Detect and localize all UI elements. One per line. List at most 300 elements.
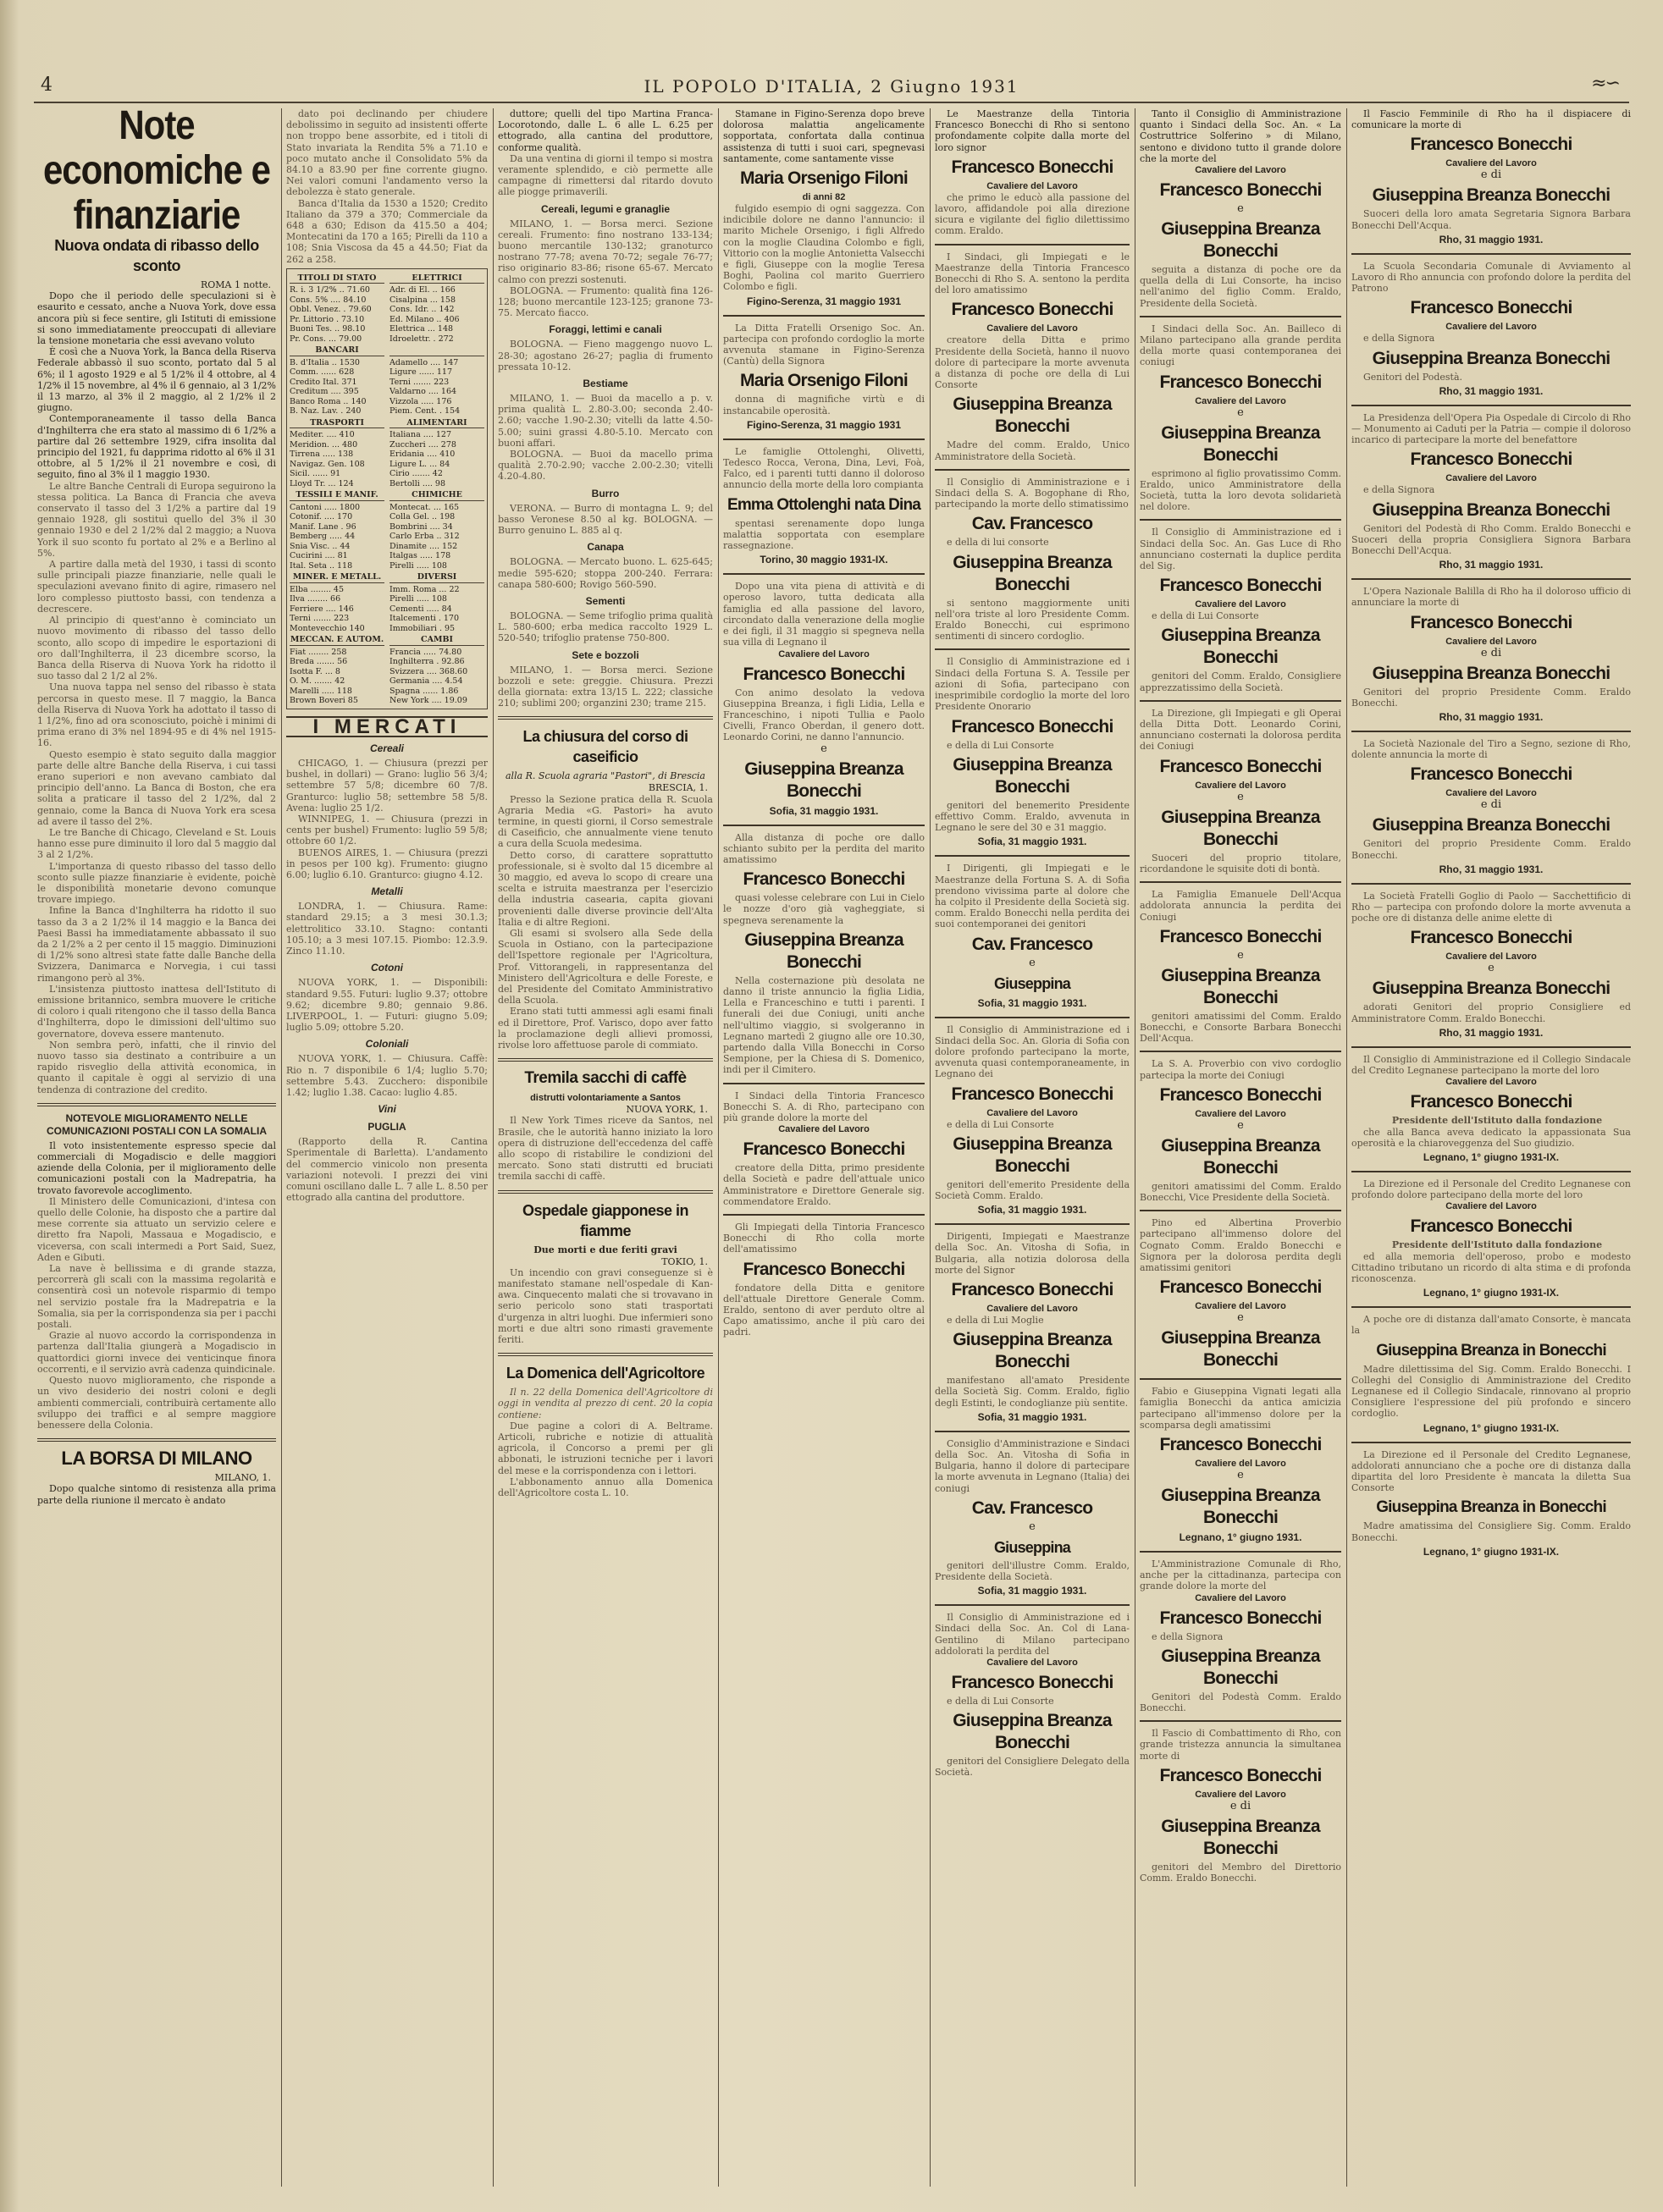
column-7: Il Fascio Femminile di Rho ha il dispiacere di comunicare la morte di Francesco Bonecchi Cavaliere del Lavoro e di Giuseppina Breanza Bonecchi Suoceri della loro amata Segretaria Signora Barbara Bonecchi Dell'Acqua. Rho, 31 maggio 1931. La Scuola Secondaria Comunale di Avviamento al Lavoro di Rho annuncia con profondo dolore la perdita del Patrono Francesco Bonecchi Cavaliere del Lavoro e della Signora Giuseppina Breanza Bonecchi Genitori del Podestà. Rho, 31 maggio 1931. La Presidenza dell'Opera Pia Ospedale di Circolo di Rho — Monumento ai Caduti per la Patria — compie il doloroso incarico di partecipare la morte del benefattore Francesco Bonecchi Cavaliere del Lavoro e della Signora Giuseppina Breanza Bonecchi Genitori del Podestà di Rho Comm. Eraldo Bonecchi e Suoceri della propria Consigliera Signora Barbara Bonecchi Dell'Acqua. Rho, 31 maggio 1931. L'Opera Nazionale Balilla di Rho ha il doloroso ufficio di annunciare la morte di Francesco Bonecchi Cavaliere del Lavoro e di Giuseppina Breanza Bonecchi Genitori del proprio Presidente Comm. Eraldo Bonecchi. Rho, 31 maggio 1931. La Società Nazionale del Tiro a Segno, sezione di Rho, dolente annuncia la morte di Francesco Bonecchi Cavaliere del Lavoro e di Giuseppina Breanza Bonecchi Genitori del proprio Presidente Comm. Eraldo Bonecchi. Rho, 31 maggio 1931. La Società Fratelli Goglio di Paolo — Sacchettificio di Rho — partecipa con profondo dolore la morte avvenuta a poche ore di distanza delle anime elette di Francesco Bonecchi Cavaliere del Lavoro e Giuseppina Breanza Bonecchi adorati Genitori del proprio Consigliere ed Amministratore Comm. Eraldo Bonecchi. Rho, 31 maggio 1931. Il Consiglio di Amministrazione ed il Collegio Sindacale del Credito Legnanese partecipano la morte del loro Cavaliere del Lavoro Francesco Bonecchi Presidente dell'Istituto dalla fondazione che alla Banca aveva dedicato la appassionata Sua operosità e la chiaroveggenza del Suo giudizio. Legnano, 1° giugno 1931-IX. La Direzione ed il Personale del Credito Legnanese con profondo dolore partecipano della morte del loro Cavaliere del Lavoro Francesco Bonecchi Presidente dell'Istituto dalla fondazione ed alla memoria dell'operoso, probo e modesto Cittadino tributano un ricordo di alta stima e di profonda riconoscenza. Legnano, 1° giugno 1931-IX. A poche ore di distanza dall'amato Consorte, è mancata la Giuseppina Breanza in Bonecchi Madre dilettissima del Sig. Comm. Eraldo Bonecchi. I Colleghi del Consiglio di Amministrazione del Credito Legnanese ed il Collegio Sindacale, rinnovano al proprio Consigliere l'espressione del più profondo e sincero cordoglio. Legnano, 1° giugno 1931-IX. La Direzione ed il Personale del Credito Legnanese, addolorati annunciano che a poche ore di distanza dalla dipartita del loro Presidente è mancata la diletta Sua Consorte Giuseppina Breanza in Bonecchi Madre amatissima del Consigliere Sig. Comm. Eraldo Bonecchi. Legnano, 1° giugno 1931-IX. (1351, 108, 1631, 1558)
body-text: si sentono maggiormente uniti nell'ora triste al loro Presidente Comm. Eraldo Bonecchi, cui esprimono sentimenti di sincero cordoglio. (935, 597, 1130, 643)
body-text: Il Consiglio di Amministrazione ed il Collegio Sindacale del Credito Legnanese partecipano la morte del loro (1351, 1053, 1631, 1077)
body-text: VERONA. — Burro di montagna L. 9; del basso Veronese 8.50 al kg. BOLOGNA. — Burro genuino L. 885 al q. (498, 502, 713, 537)
column-6: Tanto il Consiglio di Amministrazione quanto i Sindaci della Soc. An. « La Costruttrice Solferino » di Milano, sentono e dividono tutto il grande dolore che la morte del Cavaliere del Lavoro Francesco Bonecchi e Giuseppina Breanza Bonecchi seguita a distanza di poche ore da quella della di Lui Consorte, ha inciso nell'animo del figlio Comm. Eraldo, Presidente della Società. I Sindaci della Soc. An. Bailleco di Milano partecipano alla grande perdita della morte quasi contemporanea dei coniugi Francesco Bonecchi Cavaliere del Lavoro e Giuseppina Breanza Bonecchi esprimono al figlio provatissimo Comm. Eraldo, unico Amministratore della Società, tutta la loro devota solidarietà nel dolore. Il Consiglio di Amministrazione ed i Sindaci della Soc. An. Gas Luce di Rho annunciano costernati la duplice perdita del Sig. Francesco Bonecchi Cavaliere del Lavoro e della di Lui Consorte Giuseppina Breanza Bonecchi genitori del Comm. Eraldo, Consigliere apprezzatissimo della Società. La Direzione, gli Impiegati e gli Operai della Ditta Dott. Leonardo Corini, annunciano costernati la dolorosa perdita dei Coniugi Francesco Bonecchi Cavaliere del Lavoro e Giuseppina Breanza Bonecchi Suoceri del proprio titolare, ricordandone le squisite doti di bontà. La Famiglia Emanuele Dell'Acqua addolorata annuncia la perdita dei Coniugi Francesco Bonecchi e Giuseppina Breanza Bonecchi genitori amatissimi del Comm. Eraldo Bonecchi, e Consorte Barbara Bonecchi Dell'Acqua. La S. A. Proverbio con vivo cordoglio partecipa la morte dei Coniugi Francesco Bonecchi Cavaliere del Lavoro e Giuseppina Breanza Bonecchi genitori amatissimi del Comm. Eraldo Bonecchi, Vice Presidente della Società. Pino ed Albertina Proverbio partecipano all'immenso dolore del Cognato Comm. Eraldo Bonecchi e Signora per la dolorosa perdita degli amatissimi genitori Francesco Bonecchi Cavaliere del Lavoro e Giuseppina Breanza Bonecchi Fabio e Giuseppina Vignati legati alla famiglia Bonecchi da antica amicizia partecipano all'immenso dolore per la scomparsa degli amatissimi Francesco Bonecchi Cavaliere del Lavoro e Giuseppina Breanza Bonecchi Legnano, 1° giugno 1931. L'Amministrazione Comunale di Rho, anche per la cittadinanza, partecipa con grande dolore la morte del Cavaliere del Lavoro Francesco Bonecchi e della Signora Giuseppina Breanza Bonecchi Genitori del Podestà Comm. Eraldo Bonecchi. Il Fascio di Combattimento di Rho, con grande tristezza annuncia la simultanea morte di Francesco Bonecchi Cavaliere del Lavoro e di Giuseppina Breanza Bonecchi genitori del Membro del Direttorio Comm. Eraldo Bonecchi. (1140, 108, 1341, 1884)
body-text: genitori dell'emerito Presidente della Società Comm. Eraldo. (935, 1178, 1130, 1201)
honorific: Cavaliere del Lavoro (1445, 1077, 1537, 1088)
body-text: Le altre Banche Centrali di Europa seguirono la stessa politica. La Banca di Francia che aveva conservato il tasso del 3 1/2% a partire dal 19 gennaio 1928, gli sostituì quello del 3% il 30 gennaio 1930 e del 2 1/2% dal 2 maggio; a Nuova York il suo sconto fu portato al 2% e a Berlino al 5%. A partire dalla metà del 1930, i tassi di sconto sulle principali piazze finanziarie, nelle quali le speculazioni avevano finito di agire, rimasero nel loro complesso piuttosto bassi, con tendenza a decrescere. Al principio di quest'anno è cominciato un nuovo movimento di ribasso del tasso dello sconto, allo scopo di impedire le esportazioni di oro dall'Inghilterra, il 23 dicembre scorso, la Banca della Riserva di Nuova York ha ridotto il suo tasso dal 2 1/2 al 2%. Una nuova tappa nel senso del ribasso è stata percorsa in questo mese. Il 7 maggio, la Banca della Riserva di Nuova York ha adottato il tasso di 1 1/2%, fino ad ora sconosciuto, poichè i minimi di prima erano di 3% nel 1894-95 e di 4% nel 1915-16. Questo esempio è stato seguito dalla maggior parte delle altre Banche della Riserva, i cui tassi erano superiori e non avevano cambiato dal principio dell'anno. La Banca di Boston, che era solita a praticare il tasso del 2 1/2%, dal 2 gennaio, come la Banca di Nuova York era scesa ad avere il tasso del 2%. Le tre Banche di Chicago, Cleveland e St. Louis hanno esse pure diminuito il loro dal 5 maggio dal 3 al 2 1/2%. L'importanza di questo ribasso del tasso dello sconto sulle piazze finanziarie è evidente, poichè le disponibilità monetarie devono comunque trovare impiego. Infine la Banca d'Inghilterra ha ridotto il suo tasso da 3 a 2 1/2% il 14 maggio e la Banca dei Paesi Bassi ha immediatamente abbassato il suo da 2 1/2% a 2 per cento il 15 maggio. Diminuzioni di 1/2% sono altresì state fatte dalle Banche della Svizzera, Danimarca e Norvegia, i cui tassi rimangono però al 3%. L'insistenza piuttosto inattesa dell'Istituto di emissione britannico, sembra muovere le critiche di coloro i quali ritengono che il tasso della Banca d'Inghilterra, dopo le dimissioni dell'ultimo suo governatore, doveva essere mantenuto. Non sembra però, infatti, che il rinvio del nuovo tasso sia destinato a contribuire a un rapido risveglio della attività economica, in quanto il capitale è oggi al servizio di una tendenza di contrazione del credito. (37, 480, 276, 1095)
body-text: genitori del Membro del Direttorio Comm. Eraldo Bonecchi. (1140, 1861, 1341, 1884)
body-text: LONDRA, 1. — Chiusura. Rame: standard 29.15; a 3 mesi 30.1.3; elettrolitico 33.10. Stagno: contanti 105.10; a 3 mesi 107.15. Piombo: 12.3.9. Zinco 11.10. (286, 901, 488, 957)
obituary-place-date: Legnano, 1° giugno 1931-IX. (1423, 1150, 1560, 1163)
deceased-name: Francesco Bonecchi (1159, 1608, 1322, 1628)
obituary-separator (1351, 1442, 1631, 1443)
obituary-separator (935, 1223, 1130, 1225)
body-text: Con animo desolato la vedova Giuseppina Breanza, i figli Lidia, Lella e Franceschino, i nipoti Tullia e Paolo Civelli, Franco Oberdan, il genero dott. Leonardo Corini, ne danno l'annuncio. (723, 687, 925, 743)
column-rule (1346, 108, 1347, 2187)
honorific: Cavaliere del Lavoro (1195, 1301, 1286, 1312)
obituary-separator (935, 244, 1130, 245)
body-text: e della di Lui Consorte (947, 1118, 1054, 1130)
obituary-separator (1140, 519, 1341, 521)
obituary-place-date: Rho, 31 maggio 1931. (1439, 863, 1544, 875)
section-separator (37, 1438, 276, 1442)
body-text: La Direzione ed il Personale del Credito Legnanese con profondo dolore partecipano della morte del loro (1351, 1178, 1631, 1201)
honorific: Cavaliere del Lavoro (1195, 780, 1286, 791)
stock-rows: Fiat ........ 258 Breda ....... 56 Isotta F. ... 8 O. M. ....... 42 Marelli ..... 118 Brown Boveri 85 (290, 647, 358, 706)
body-text: La Scuola Secondaria Comunale di Avviamento al Lavoro di Rho annuncia con profondo dolore la perdita del Patrono (1351, 260, 1631, 295)
honorific: Cavaliere del Lavoro (986, 1107, 1078, 1118)
ornament-icon: ≈∽ (1591, 73, 1619, 94)
deceased-name: Francesco Bonecchi (1159, 926, 1322, 946)
body-text: Genitori del Podestà di Rho Comm. Eraldo Bonecchi e Suoceri della propria Consigliera Signora Barbara Bonecchi Dell'Acqua. (1351, 522, 1631, 557)
body-text: Il Consiglio di Amministrazione ed i Sindaci della Soc. An. Gas Luce di Rho annunciano costernati la duplice perdita del Sig. (1140, 527, 1341, 572)
body-text: Il Consiglio di Amministrazione ed i Sindaci della Soc. An. Gloria di Sofia con dolore profondo partecipano la morte, avvenuta quasi contemporaneamente, in Legnano dei (935, 1023, 1130, 1080)
body-text: I Sindaci, gli Impiegati e le Maestranze della Tintoria Francesco Bonecchi di Rho S. A. sentono la perdita del loro amatissimo (935, 251, 1130, 296)
stock-table-header: DIVERSI (390, 572, 484, 583)
deceased-name: Francesco Bonecchi (1159, 756, 1322, 776)
body-text: NUOVA YORK, 1. — Chiusura. Caffè: Rio n. 7 disponibile 6 1/4; luglio 5.70; settembre 5.43. Zucchero: disponibile 1.42; luglio 1.38. Cacao: luglio 4.85. (286, 1053, 488, 1098)
deceased-name: Giuseppina Breanza Bonecchi (1161, 1328, 1320, 1371)
deceased-name: Giuseppina Breanza Bonecchi (953, 1330, 1112, 1372)
subsection-title: Cereali (369, 742, 405, 755)
body-text: BOLOGNA. — Fieno maggengo nuovo L. 28-30; agostano 26-27; paglia di frumento pressata 10-12. (498, 339, 713, 372)
honorific: Cavaliere del Lavoro (1195, 1108, 1286, 1119)
deceased-name: Giuseppina Breanza in Bonecchi (1376, 1498, 1606, 1517)
article-title: La Domenica dell'Agricoltore (506, 1365, 705, 1382)
obituary-separator (935, 648, 1130, 650)
body-text: Le famiglie Ottolenghi, Olivetti, Tedesco Rocca, Verona, Dina, Levi, Foà, Falco, ed i parenti tutti danno il doloroso annuncio della morte della loro compianta (723, 445, 925, 491)
subsection-title: Metalli (371, 885, 403, 898)
deceased-name: Francesco Bonecchi (951, 157, 1113, 177)
deceased-name: Francesco Bonecchi (743, 664, 905, 684)
stock-table-header: MECCAN. E AUTOM. (290, 635, 384, 645)
stock-table-header: CHIMICHE (390, 490, 484, 501)
deceased-name: Giuseppina Breanza Bonecchi (953, 552, 1112, 594)
body-text: donna di magnifiche virtù e di instancabile operosità. (723, 394, 925, 416)
deceased-name: Cav. Francesco (971, 1498, 1093, 1518)
subsection-title: Cotoni (371, 962, 403, 974)
subsection-title: Bestiame (583, 378, 628, 390)
article-paragraph: È così che a Nuova York, la Banca della Riserva Federale abbassò il suo sconto, portato dal 5 al 6%; il 1 agosto 1929 e al 5 1/2% il 4 ottobre, al 4 1/2% il 15 novembre, al 4% il 6 gennaio, al 3 1/2% il 13 marzo, al 3% il 2 maggio, al 2 1/2% il 2 giugno. (37, 346, 276, 414)
subsection-title: PUGLIA (367, 1121, 406, 1134)
deceased-name: Francesco Bonecchi (1410, 1092, 1572, 1112)
article-title: NOTEVOLE MIGLIORAMENTO NELLE COMUNICAZIONI POSTALI CON LA SOMALIA (47, 1112, 267, 1137)
obituary-separator (723, 1083, 925, 1084)
deceased-name: Francesco Bonecchi (1410, 135, 1572, 155)
section-title: Note economiche e finanziarie (42, 108, 271, 238)
obituary-separator (1140, 316, 1341, 317)
subsection-title: Canapa (587, 541, 624, 554)
deceased-name: Francesco Bonecchi (743, 1139, 905, 1160)
obituary-separator (1140, 700, 1341, 702)
body-text: e della di Lui Consorte (947, 1696, 1054, 1707)
body-text: Un incendio con gravi conseguenze si è manifestato stamane nell'ospedale di Kan-awa. Cinquecento malati che si trovavano in serio pericolo sono stati trasportati d'urgenza in altri luoghi. Due infermieri sono morti e due altri sono rimasti gravemente feriti. (498, 1266, 713, 1346)
body-text: e della Signora (1152, 1630, 1224, 1642)
article-paragraph: Dopo che il periodo delle speculazioni si è esaurito e cessato, anche a Nuova York, dove essa ancora più si fece sentire, gli Istituti di emissione si sono immediatamente preoccupati di alleviare la tensione monetaria che essi avevano voluto (37, 290, 276, 347)
deceased-name: Giuseppina (993, 1538, 1071, 1556)
obituary-separator (1351, 731, 1631, 732)
obituary-separator (1140, 881, 1341, 883)
deceased-name: Giuseppina Breanza Bonecchi (1372, 815, 1611, 836)
deceased-name: Giuseppina Breanza Bonecchi (1161, 1485, 1320, 1527)
obituary-place-date: Sofia, 31 maggio 1931. (977, 1204, 1087, 1216)
column-rule (718, 108, 719, 2187)
body-text: genitori del Comm. Eraldo, Consigliere apprezzatissimo della Società. (1140, 670, 1341, 693)
section-separator (498, 1058, 713, 1062)
stock-table-header: BANCARI (290, 345, 384, 356)
page-header (34, 73, 1629, 103)
deceased-name: Giuseppina Breanza Bonecchi (744, 758, 903, 801)
deceased-name: Giuseppina Breanza Bonecchi (1161, 1646, 1320, 1688)
body-text: e della Signora (1363, 484, 1435, 496)
body-text: Genitori del proprio Presidente Comm. Eraldo Bonecchi. (1351, 686, 1631, 709)
subsection-title: Cereali, legumi e granaglie (540, 202, 671, 215)
article-paragraph: Contemporaneamente il tasso della Banca d'Inghilterra che era stato al massimo di 6 1/2% a partire dal 26 settembre 1929, cifra insolita dal principio del 1921, fu dapprima ridotto al 6% il 31 ottobre, al 5 1/2% il 21 novembre e così, di seguito, fino al 3% il 1 maggio 1930. (37, 413, 276, 481)
obituary-place-date: Figino-Serenza, 31 maggio 1931 (746, 418, 902, 431)
obituary-separator (935, 1604, 1130, 1606)
body-text: e della di lui consorte (947, 537, 1049, 549)
deceased-name: Francesco Bonecchi (951, 300, 1113, 320)
body-text: A poche ore di distanza dall'amato Consorte, è mancata la (1351, 1314, 1631, 1337)
stock-rows: B. d'Italia .. 1530 Comm. ...... 628 Credito Ital. 371 Creditum .... 395 Banco Roma .. 140 B. Naz. Lav. . 240 (290, 357, 367, 416)
body-text: genitori del Consigliere Delegato della Società. (935, 1756, 1130, 1779)
column-rule (493, 108, 494, 2187)
honorific: Cavaliere del Lavoro (986, 323, 1078, 334)
obituary-separator (1140, 1378, 1341, 1380)
stock-rows: Imm. Roma ... 22 Pirelli ..... 108 Cementi ..... 84 Italcementi . 170 Immobiliari . 95 (390, 584, 460, 633)
body-text: Gli Impiegati della Tintoria Francesco Bonecchi di Rho colla morte dell'amatissimo (723, 1221, 925, 1255)
body-text: Pino ed Albertina Proverbio partecipano all'immenso dolore del Cognato Comm. Eraldo Bonecchi e Signora per la dolorosa perdita degli amatissimi genitori (1140, 1217, 1341, 1273)
subsection-title: Coloniali (365, 1038, 409, 1051)
obituary-place-date: Rho, 31 maggio 1931. (1439, 559, 1544, 571)
body-text: BOLOGNA. — Seme trifoglio prima qualità L. 580-600; erba medica raccolto 1929 L. 520-540; trifoglio pratense 750-800. (498, 610, 713, 644)
honorific: Cavaliere del Lavoro (986, 1658, 1078, 1669)
deceased-name: Francesco Bonecchi (743, 869, 905, 890)
obituary-separator (1351, 883, 1631, 885)
stock-rows: Adamello .... 147 Ligure ...... 117 Terni ....... 223 Valdarno .... 164 Vizzola ..... 176 Piem. Cent. . 154 (390, 357, 461, 416)
article-title: Nuova ondata di ribasso dello sconto (54, 237, 259, 274)
obituary-place-date: Rho, 31 maggio 1931. (1439, 711, 1544, 724)
article-title: La chiusura del corso di caseificio (522, 728, 688, 766)
body-text: La Società Fratelli Goglio di Paolo — Sacchettificio di Rho — partecipa con profondo dolore la morte avvenuta a poche ore di distanza delle anime elette di (1351, 890, 1631, 924)
obituary-separator (723, 439, 925, 440)
stock-rows: Cantoni ..... 1800 Cotonif. .... 170 Manif. Lane . 96 Bemberg ..... 44 Snia Visc. .. 44 Cucirini .... 81 Ital. Seta .. 118 (290, 502, 361, 571)
subsection-title: Sete e bozzoli (572, 648, 639, 661)
section-separator (498, 716, 713, 720)
body-text: creatore della Ditta, primo presidente della Società e padre dell'attuale unico Amministratore e Direttore Generale sig. commendatore Eraldo. (723, 1162, 925, 1207)
stock-rows: Francia ..... 74.80 Inghilterra . 92.86 Svizzera .... 368.60 Germania .... 4.54 Spagna ...... 1.86 New York .... 19.09 (390, 647, 468, 706)
deceased-name: Giuseppina Breanza in Bonecchi (1376, 1341, 1606, 1360)
honorific: Cavaliere del Lavoro (1445, 636, 1537, 647)
body-text: La Direzione ed il Personale del Credito Legnanese, addolorati annunciano che a poche ore di distanza dalla dipartita del loro Presidente è mancata la diletta Sua Consorte (1351, 1448, 1631, 1494)
honorific: Cavaliere del Lavoro (1195, 1458, 1286, 1469)
body-text: e della di Lui Consorte (947, 739, 1054, 751)
honorific: Cavaliere del Lavoro (986, 1303, 1078, 1314)
obituary-place-date: Rho, 31 maggio 1931. (1439, 233, 1544, 245)
deceased-name: Giuseppina Breanza Bonecchi (1161, 219, 1320, 262)
honorific: Cavaliere del Lavoro (986, 180, 1078, 191)
honorific: Cavaliere del Lavoro (1445, 952, 1537, 963)
body-text: e della Signora (1363, 333, 1435, 345)
body-text: Genitori del Podestà Comm. Eraldo Bonecchi. (1140, 1691, 1341, 1713)
deceased-name: Francesco Bonecchi (1410, 298, 1572, 318)
honorific: Cavaliere del Lavoro (778, 1124, 870, 1135)
stock-rows: Elba ........ 45 Ilva ........ 66 Ferriere .... 146 Terni ....... 223 Montevecchio 140 (290, 584, 365, 633)
obituary-place-date: Rho, 31 maggio 1931. (1439, 384, 1544, 397)
article-paragraph: Dopo qualche sintomo di resistenza alla prima parte della riunione il mercato è andato (37, 1483, 276, 1506)
body-text: Dirigenti, Impiegati e Maestranze della Soc. An. Vitosha di Sofia, in Bulgaria, alla notizia dolorosa della morte del Signor (935, 1231, 1130, 1276)
deceased-age: di anni 82 (802, 192, 846, 203)
deceased-name: Maria Orsenigo Filoni (740, 371, 908, 391)
body-text: I Sindaci della Soc. An. Bailleco di Milano partecipano alla grande perdita della morte quasi contemporanea dei coniugi (1140, 323, 1341, 368)
deceased-name: Giuseppina (993, 974, 1071, 992)
honorific: Cavaliere del Lavoro (1445, 158, 1537, 169)
deceased-name: Francesco Bonecchi (1159, 1084, 1322, 1105)
body-text: Il Consiglio di Amministrazione ed i Sindaci della Fortuna S. A. Tessile per azioni di Sofia, partecipano con inesprimibile cordoglio la morte del loro Presidente Onorario (935, 656, 1130, 713)
obituary-separator (1351, 1306, 1631, 1308)
body-text: adorati Genitori del proprio Consigliere ed Amministratore Comm. Eraldo Bonecchi. (1351, 1001, 1631, 1024)
stock-rows: Italiana .... 127 Zuccheri .... 278 Eridania .... 410 Ligure L. ... 84 Cirio ....... 42 Bertolli .... 98 (390, 430, 456, 488)
obituary-separator (1351, 253, 1631, 255)
body-text: (Rapporto della R. Cantina Sperimentale di Barletta). L'andamento del commercio vinicolo non presenta variazioni notevoli. I prezzi dei vini comuni oscillano dalle L. 7 alle L. 8.50 per ettogrado alla cantina del produttore. (286, 1136, 488, 1204)
deceased-name: Giuseppina Breanza Bonecchi (1372, 979, 1611, 999)
stock-table-header: TRASPORTI (290, 418, 384, 429)
column-rule (930, 108, 931, 2187)
body-text: genitori amatissimi del Comm. Eraldo Bonecchi, e Consorte Barbara Bonecchi Dell'Acqua. (1140, 1010, 1341, 1045)
dateline: NUOVA YORK, 1. (626, 1104, 708, 1116)
deceased-name: Maria Orsenigo Filoni (740, 168, 908, 189)
obituary-text: Stamane in Figino-Serenza dopo breve dolorosa malattia angelicamente sopportata, confortata dalla continua assistenza di tutti i suoi cari, spegnevasi santamente, come santamente visse (723, 108, 925, 164)
obituary-separator (935, 1017, 1130, 1018)
deceased-name: Francesco Bonecchi (1410, 1216, 1572, 1237)
subsection-title: Vini (378, 1103, 396, 1116)
deceased-name: Francesco Bonecchi (1410, 450, 1572, 470)
article-paragraph: duttore; quelli del tipo Martina Franca-Locorotondo, dalle L. 6 alle L. 6.25 per ettogrado, alla cantina del produttore, conforme qualità. (498, 108, 713, 153)
honorific: Cavaliere del Lavoro (1195, 599, 1286, 610)
obituary-place-date: Sofia, 31 maggio 1931. (977, 996, 1087, 1009)
body-text: creatore della Ditta e primo Presidente della Società, hanno il nuovo dolore di partecipare la morte avvenuta a distanza di poche ore della di Lui Consorte (935, 334, 1130, 391)
deceased-name: Giuseppina Breanza Bonecchi (953, 1134, 1112, 1176)
deceased-name: Giuseppina Breanza Bonecchi (953, 754, 1112, 797)
body-text: Il Consiglio di Amministrazione ed i Sindaci della Soc. An. Col di Lana-Gentilino di Milano partecipano addolorati la perdita del (935, 1612, 1130, 1657)
obituary-text: Tanto il Consiglio di Amministrazione quanto i Sindaci della Soc. An. « La Costruttrice Solferino » di Milano, sentono e dividono tutto il grande dolore che la morte del (1140, 108, 1341, 164)
obituary-separator (1351, 1171, 1631, 1172)
body-text: Il Consiglio di Amministrazione e i Sindaci della S. A. Bogophane di Rho, partecipando la morte dello stimatissimo (935, 476, 1130, 510)
stock-table-header: ELETTRICI (390, 273, 484, 284)
body-text: spentasi serenamente dopo lunga malattia sopportata con esemplare rassegnazione. (723, 517, 925, 552)
obituary-separator (1351, 578, 1631, 580)
body-text: NUOVA YORK, 1. — Disponibili: standard 9.55. Futuri: luglio 9.37; ottobre 9.62; dicembre 9.80; gennaio 9.86. LIVERPOOL, 1. — Futuri: giugno 5.09; luglio 5.09; ottobre 5.20. (286, 977, 488, 1034)
column-4: Stamane in Figino-Serenza dopo breve dolorosa malattia angelicamente sopportata, confortata dalla continua assistenza di tutti i suoi cari, spegnevasi santamente, come santamente visse Maria Orsenigo Filoni di anni 82 fulgido esempio di ogni saggezza. Con indicibile dolore ne danno l'annuncio: il marito Michele Orsenigo, i figli Alfredo con la moglie Claudina Colombo e figli, Vittorio con la moglie Antonietta Valsecchi e figli, Giuseppe con la moglie Teresa Boghi, Paolina col marito Guerriero Colombo e figli. Figino-Serenza, 31 maggio 1931 La Ditta Fratelli Orsenigo Soc. An. partecipa con profondo cordoglio la morte avvenuta stamane in Figino-Serenza (Cantù) della Signora Maria Orsenigo Filoni donna di magnifiche virtù e di instancabile operosità. Figino-Serenza, 31 maggio 1931 Le famiglie Ottolenghi, Olivetti, Tedesco Rocca, Verona, Dina, Levi, Foà, Falco, ed i parenti tutti danno il doloroso annuncio della morte della loro compianta Emma Ottolenghi nata Dina spentasi serenamente dopo lunga malattia sopportata con esemplare rassegnazione. Torino, 30 maggio 1931-IX. Dopo una vita piena di attività e di operoso lavoro, tutta dedicata alla famiglia ed alla passione del lavoro, circondato dalla venerazione della moglie e dei figli, il 31 maggio si spegneva nella sua villa di Legnano il Cavaliere del Lavoro Francesco Bonecchi Con animo desolato la vedova Giuseppina Breanza, i figli Lidia, Lella e Franceschino, i nipoti Tullia e Paolo Civelli, Franco Oberdan, il genero dott. Leonardo Corini, ne danno l'annuncio. e Giuseppina Breanza Bonecchi Sofia, 31 maggio 1931. Alla distanza di poche ore dallo schianto subito per la perdita del marito amatissimo Francesco Bonecchi quasi volesse celebrare con Lui in Cielo le nozze d'oro già vagheggiate, si spegneva serenamente la Giuseppina Breanza Bonecchi Nella costernazione più desolata ne danno il triste annuncio la figlia Lidia, Lella e Franceschino e tutti i parenti. I funerali dei due Coniugi, uniti anche nell'ultimo viaggio, si svolgeranno in Legnano martedì 2 giugno alle ore 10.30, partendo dalla Villa Bonecchi in Corso Sempione, per la Chiesa di S. Domenico, indi per il Cimitero. I Sindaci della Tintoria Francesco Bonecchi S. A. di Rho, partecipano con più grande dolore la morte del Cavaliere del Lavoro Francesco Bonecchi creatore della Ditta, primo presidente della Società e padre dell'attuale unico Amministratore e Direttore Generale sig. commendatore Eraldo. Gli Impiegati della Tintoria Francesco Bonecchi di Rho colla morte dell'amatissimo Francesco Bonecchi fondatore della Ditta e genitore dell'attuale Direttore Generale Comm. Eraldo, sentono di aver perduto oltre al Capo amatissimo, anche il più caro dei padri. (723, 108, 925, 1338)
body-text: L'Amministrazione Comunale di Rho, anche per la cittadinanza, partecipa con grande dolore la morte del (1140, 1558, 1341, 1592)
obituary-separator (1140, 1210, 1341, 1211)
body-text: genitori dell'illustre Comm. Eraldo, Presidente della Società. (935, 1559, 1130, 1582)
body-text: La Ditta Fratelli Orsenigo Soc. An. partecipa con profondo cordoglio la morte avvenuta stamane in Figino-Serenza (Cantù) della Signora (723, 322, 925, 367)
deceased-name: Francesco Bonecchi (1410, 928, 1572, 948)
column-rule (281, 108, 282, 2187)
dateline: ROMA 1 notte. (200, 279, 271, 290)
body-text: Consiglio d'Amministrazione e Sindaci della Soc. An. Vitosha di Sofia in Bulgaria, hanno il dolore di partecipare la morte avvenuta in Legnano (Italia) dei coniugi (935, 1437, 1130, 1494)
body-text: Genitori del proprio Presidente Comm. Eraldo Bonecchi. (1351, 838, 1631, 861)
body-text: Alla distanza di poche ore dallo schianto subito per la perdita del marito amatissimo (723, 831, 925, 865)
body-text: Madre dilettissima del Sig. Comm. Eraldo Bonecchi. I Colleghi del Consiglio di Amministrazione del Credito Legnanese ed il Collegio Sindacale, rinnovano al proprio Consigliere l'espressione del più profondo e sincero cordoglio. (1351, 1363, 1631, 1420)
obituary-place-date: Legnano, 1° giugno 1931. (1179, 1531, 1302, 1543)
honorific: Cavaliere del Lavoro (1445, 473, 1537, 484)
body-text: La Società Nazionale del Tiro a Segno, sezione di Rho, dolente annuncia la morte di (1351, 738, 1631, 761)
honorific: Cavaliere del Lavoro (1195, 165, 1286, 176)
stock-rows: Adr. di El. .. 166 Cisalpina ... 158 Cons. Idr. .. 142 Ed. Milano .. 406 Elettrica ... 148 Idroelettr. . 272 (390, 285, 460, 344)
body-text: seguita a distanza di poche ore da quella della di Lui Consorte, ha inciso nell'animo del figlio Comm. Eraldo, Presidente della Società. (1140, 264, 1341, 309)
page-folio: 4 (41, 74, 52, 96)
body-text: L'Opera Nazionale Balilla di Rho ha il doloroso ufficio di annunciare la morte di (1351, 586, 1631, 609)
dateline: MILANO, 1. (214, 1472, 271, 1484)
subsection-title: Foraggi, lettimi e canali (549, 323, 662, 336)
obituary-text: Le Maestranze della Tintoria Francesco Bonecchi di Rho si sentono profondamente colpite dalla morte del loro signor (935, 108, 1130, 153)
deceased-name: Giuseppina Breanza Bonecchi (1161, 1135, 1320, 1178)
obituary-separator (1140, 1551, 1341, 1553)
honorific: Cavaliere del Lavoro (1195, 1592, 1286, 1603)
body-text: La Famiglia Emanuele Dell'Acqua addolorata annuncia la perdita dei Coniugi (1140, 889, 1341, 923)
body-text: Presso la Sezione pratica della R. Scuola Agraria Media «G. Pastori» ha avuto termine, in questi giorni, il Corso semestrale di Caseificio, che annualmente viene tenuto a cura della Scuola medesima. Detto corso, di carattere soprattutto professionale, si è svolto dal 15 dicembre al 30 maggio, ed aveva lo scopo di creare una scelta e istruita maestranza per l'esercizio della industria casearia, capita giovani provenienti dalle diverse provincie dell'Alta Italia e di altre Regioni. Gli esami si svolsero alla Sede della Scuola in Ostiano, con la partecipazione dell'Ispettore regionale per l'Agricoltura, Prof. Vittorangeli, in rappresentanza del Ministero dell'Agricoltura e delle Foreste, e del Presidente del Comitato Amministrativo della Scuola. Erano stati tutti ammessi agli esami finali ed il Direttore, Prof. Varisco, dopo aver fatto la proclamazione degli allievi promossi, rivolse loro affettuose parole di commiato. (498, 793, 713, 1051)
article-subtitle: alla R. Scuola agraria "Pastori", di Brescia (506, 770, 705, 782)
deceased-name: Giuseppina Breanza Bonecchi (1161, 807, 1320, 849)
body-text: La Direzione, gli Impiegati e gli Operai della Ditta Dott. Leonardo Corini, annunciano costernati la dolorosa perdita dei Coniugi (1140, 707, 1341, 753)
column-3 (498, 108, 713, 2188)
deceased-name: Francesco Bonecchi (951, 1673, 1113, 1693)
honorific: Cavaliere del Lavoro (1195, 395, 1286, 406)
deceased-name: Francesco Bonecchi (1159, 180, 1322, 201)
deceased-name: Francesco Bonecchi (1159, 1765, 1322, 1785)
body-text: Madre amatissima del Consigliere Sig. Comm. Eraldo Bonecchi. (1351, 1520, 1631, 1543)
column-5: Le Maestranze della Tintoria Francesco Bonecchi di Rho si sentono profondamente colpite dalla morte del loro signor Francesco Bonecchi Cavaliere del Lavoro che primo le educò alla passione del lavoro, affidandole poi alla direzione sicura e vigilante del figlio dilettissimo comm. Eraldo. I Sindaci, gli Impiegati e le Maestranze della Tintoria Francesco Bonecchi di Rho S. A. sentono la perdita del loro amatissimo Francesco Bonecchi Cavaliere del Lavoro creatore della Ditta e primo Presidente della Società, hanno il nuovo dolore di partecipare la morte avvenuta a distanza di poche ore della di Lui Consorte Giuseppina Breanza Bonecchi Madre del comm. Eraldo, Unico Amministratore della Società. Il Consiglio di Amministrazione e i Sindaci della S. A. Bogophane di Rho, partecipando la morte dello stimatissimo Cav. Francesco e della di lui consorte Giuseppina Breanza Bonecchi si sentono maggiormente uniti nell'ora triste al loro Presidente Comm. Eraldo Bonecchi, cui esprimono sentimenti di sincero cordoglio. Il Consiglio di Amministrazione ed i Sindaci della Fortuna S. A. Tessile per azioni di Sofia, partecipano con inesprimibile cordoglio la morte del loro Presidente Onorario Francesco Bonecchi e della di Lui Consorte Giuseppina Breanza Bonecchi genitori del benemerito Presidente effettivo Comm. Eraldo, avvenuta in Legnano le sere del 30 e 31 maggio. Sofia, 31 maggio 1931. I Dirigenti, gli Impiegati e le Maestranze della Fortuna S. A. di Sofia prendono vivissima parte al dolore che ha colpito il Presidente della Società sig. comm. Eraldo Bonecchi nella perdita dei suoi contemporanei dei genitori Cav. Francesco e Giuseppina Sofia, 31 maggio 1931. Il Consiglio di Amministrazione ed i Sindaci della Soc. An. Gloria di Sofia con dolore profondo partecipano la morte, avvenuta quasi contemporaneamente, in Legnano dei Francesco Bonecchi Cavaliere del Lavoro e della di Lui Consorte Giuseppina Breanza Bonecchi genitori dell'emerito Presidente della Società Comm. Eraldo. Sofia, 31 maggio 1931. Dirigenti, Impiegati e Maestranze della Soc. An. Vitosha di Sofia, in Bulgaria, alla notizia dolorosa della morte del Signor Francesco Bonecchi Cavaliere del Lavoro e della di Lui Moglie Giuseppina Breanza Bonecchi manifestano all'amato Presidente della Società Sig. Comm. Eraldo, figlio degli Estinti, le condoglianze più sentite. Sofia, 31 maggio 1931. Consiglio d'Amministrazione e Sindaci della Soc. An. Vitosha di Sofia in Bulgaria, hanno il dolore di partecipare la morte avvenuta in Legnano (Italia) dei coniugi Cav. Francesco e Giuseppina genitori dell'illustre Comm. Eraldo, Presidente della Società. Sofia, 31 maggio 1931. Il Consiglio di Amministrazione ed i Sindaci della Soc. An. Col di Lana-Gentilino di Milano partecipano addolorati la perdita del Cavaliere del Lavoro Francesco Bonecchi e della di Lui Consorte Giuseppina Breanza Bonecchi genitori del Consigliere Delegato della Società. (935, 108, 1130, 1779)
body-text: I Sindaci della Tintoria Francesco Bonecchi S. A. di Rho, partecipano con più grande dolore la morte del (723, 1089, 925, 1123)
body-text: Dopo una vita piena di attività e di operoso lavoro, tutta dedicata alla famiglia ed alla passione del lavoro, circondato dalla venerazione della moglie e dei figli, il 31 maggio si spegneva nella sua villa di Legnano il (723, 581, 925, 648)
section-separator (37, 1103, 276, 1106)
deceased-name: Francesco Bonecchi (1159, 576, 1322, 596)
deceased-name: Giuseppina Breanza Bonecchi (744, 929, 903, 972)
section-title: I MERCATI (286, 716, 488, 737)
honorific: Cavaliere del Lavoro (778, 648, 870, 659)
deceased-name: Giuseppina Breanza Bonecchi (1372, 185, 1611, 206)
body-text: MILANO, 1. — Borsa merci. Sezione bozzoli e sete: greggie. Chiusura. Prezzi della giornata: extra 13/15 L. 222; classiche 210; sublimi 200; organzini 230; trame 215. (498, 664, 713, 709)
stock-table (286, 268, 488, 709)
obituary-separator (1140, 1051, 1341, 1052)
body-text: Genitori del Podestà. (1363, 371, 1463, 383)
deceased-name: Francesco Bonecchi (951, 1084, 1113, 1104)
deceased-name: Giuseppina Breanza Bonecchi (1161, 626, 1320, 668)
obituary-separator (935, 469, 1130, 471)
body-text: Nella costernazione più desolata ne danno il triste annuncio la figlia Lidia, Lella e Franceschino e tutti i parenti. I funerali dei due Coniugi, uniti anche nell'ultimo viaggio, si svolgeranno in Legnano martedì 2 giugno alle ore 10.30, partendo dalla Villa Bonecchi in Corso Sempione, per la Chiesa di S. Domenico, indi per il Cimitero. (723, 974, 925, 1076)
article-subtitle: distrutti volontariamente a Santos (530, 1093, 681, 1104)
honorific: Cavaliere del Lavoro (1445, 322, 1537, 333)
dateline: BRESCIA, 1. (648, 782, 708, 794)
body-text: dato poi declinando per chiudere debolissimo in seguito ad insistenti offerte non troppo bene assorbite, ed i titoli di Stato invariata la Rendita 5% a 71.10 e poco mutato anche il Consolidato 5% da 84.10 a 83.90 per fine corrente giugno. Nei valori comuni l'andamento verso la debolezza è stato generale. Banca d'Italia da 1530 a 1520; Credito Italiano da 379 a 370; Commerciale da 648 a 630; Edison da 415.50 a 404; Montecatini da 170 a 165; Pirelli da 110 a 108; Snia Viscosa da 45 a 44.50; Fiat da 262 a 258. (286, 108, 488, 265)
obituary-separator (1140, 1720, 1341, 1722)
body-text: BOLOGNA. — Mercato buono. L. 625-645; medie 595-620; stoppa 200-240. Ferrara: canapa 580-600; Rovigo 560-590. (498, 556, 713, 590)
obituary-place-date: Sofia, 31 maggio 1931. (769, 804, 879, 817)
stock-table-header: ALIMENTARI (390, 418, 484, 429)
column-2 (286, 108, 488, 2188)
obituary-place-date: Sofia, 31 maggio 1931. (977, 1410, 1087, 1423)
body-text: Presidente dell'Istituto dalla fondazione ed alla memoria dell'operoso, probo e modesto Cittadino tributano un ricordo di alta stima e di profonda riconoscenza. (1351, 1239, 1631, 1284)
deceased-name: Giuseppina Breanza Bonecchi (1161, 965, 1320, 1007)
deceased-name: Giuseppina Breanza Bonecchi (1372, 663, 1611, 683)
body-text: Presidente dell'Istituto dalla fondazione che alla Banca aveva dedicato la appassionata Sua operosità e la chiaroveggenza del Suo giudizio. (1351, 1115, 1631, 1149)
deceased-name: Giuseppina Breanza Bonecchi (1161, 422, 1320, 465)
obituary-place-date: Legnano, 1° giugno 1931-IX. (1423, 1545, 1560, 1558)
deceased-name: Francesco Bonecchi (1410, 612, 1572, 632)
deceased-name: Francesco Bonecchi (951, 716, 1113, 736)
body-text: e della di Lui Moglie (947, 1314, 1044, 1326)
body-text: Fabio e Giuseppina Vignati legati alla famiglia Bonecchi da antica amicizia partecipano all'immenso dolore per la scomparsa degli amatissimi (1140, 1386, 1341, 1431)
obituary-separator (723, 1214, 925, 1216)
stock-table-header: CAMBI (390, 635, 484, 646)
obituary-separator (935, 1431, 1130, 1432)
subsection-title: Sementi (585, 594, 626, 607)
stock-table-header (390, 345, 484, 356)
stock-rows: Mediter. .... 410 Meridion. ... 480 Tirrena ..... 138 Navigaz. Gen. 108 Sicil. ...... 91 Lloyd Tr. ... 124 (290, 430, 365, 488)
article-title: LA BORSA DI MILANO (61, 1448, 252, 1470)
masthead-title: IL POPOLO D'ITALIA, 2 Giugno 1931 (644, 76, 1019, 97)
obituary-text: Il Fascio Femminile di Rho ha il dispiacere di comunicare la morte di (1351, 108, 1631, 131)
body-text: esprimono al figlio provatissimo Comm. Eraldo, unico Amministratore della Società, tutta la loro devota solidarietà nel dolore. (1140, 467, 1341, 513)
deceased-name: Cav. Francesco (971, 934, 1093, 954)
stock-rows: R. i. 3 1/2% .. 71.60 Cons. 5% .... 84.10 Obbl. Venez. . 79.60 Pr. Littorio . 73.10 Buoni Tes. .. 98.10 Pr. Cons. ... 79.00 (290, 285, 372, 344)
deceased-name: Francesco Bonecchi (743, 1259, 905, 1279)
column-1 (37, 108, 276, 2188)
deceased-name: Cav. Francesco (971, 514, 1093, 534)
dateline: TOKIO, 1. (661, 1255, 708, 1267)
obituary-separator (1351, 1046, 1631, 1048)
honorific: Cavaliere del Lavoro (1445, 788, 1537, 799)
body-text: fondatore della Ditta e genitore dell'attuale Direttore Generale Comm. Eraldo, sentono di aver perduto oltre al Capo amatissimo, anche il più caro dei padri. (723, 1282, 925, 1338)
body-text: Il Ministero delle Comunicazioni, d'intesa con quello delle Colonie, ha disposto che a partire dal mese corrente sia attuato un servizio celere e diretto fra Napoli, Massaua e Mogadiscio, e viceversa, con scali intermedi a Port Said, Suez, Aden e Gibuti. La nave è bellissima e di grande stazza, percorrerà gli scali con la massima regolarità e consentirà così un notevole risparmio di tempo nel servizio postale fra la Madrepatria e la Somalia, sia per la corrispondenza sia per i pacchi postali. Grazie al nuovo accordo la corrispondenza in partenza dall'Italia giungerà a Mogadiscio in quattordici giorni invece dei venticinque finora occorrenti, e il servizio avrà cadenza quindicinale. Questo nuovo miglioramento, che risponde a un vivo desiderio dei nostri coloni e degli ambienti commerciali, contribuirà certamente allo sviluppo dei traffici e al sempre maggiore benessere della Colonia. (37, 1195, 276, 1431)
body-text: manifestano all'amato Presidente della Società Sig. Comm. Eraldo, figlio degli Estinti, le condoglianze più sentite. (935, 1375, 1130, 1409)
deceased-name: Emma Ottolenghi nata Dina (727, 495, 921, 514)
obituary-place-date: Sofia, 31 maggio 1931. (977, 1585, 1087, 1597)
stock-table-header: MINER. E METALL. (290, 572, 384, 583)
body-text: La S. A. Proverbio con vivo cordoglio partecipa la morte dei Coniugi (1140, 1058, 1341, 1081)
stock-table-header: TESSILI E MANIF. (290, 490, 384, 501)
body-text: Il Fascio di Combattimento di Rho, con grande tristezza annuncia la simultanea morte di (1140, 1728, 1341, 1762)
article-title: Tremila sacchi di caffè (524, 1069, 687, 1088)
body-text: Il New York Times riceve da Santos, nel Brasile, che le autorità hanno iniziato la loro opera di distruzione dell'eccedenza del caffè allo scopo di ristabilire le condizioni del mercato. Sono stati distrutti ed bruciati tremila sacchi di caffè. (498, 1115, 713, 1183)
body-text: genitori del benemerito Presidente effettivo Comm. Eraldo, avvenuta in Legnano le sere del 30 e 31 maggio. (935, 799, 1130, 834)
body-text: che primo le educò alla passione del lavoro, affidandole poi alla direzione sicura e vigilante del figlio dilettissimo comm. Eraldo. (935, 191, 1130, 237)
deceased-name: Giuseppina Breanza Bonecchi (1372, 348, 1611, 368)
deceased-name: Giuseppina Breanza Bonecchi (1372, 499, 1611, 520)
body-text: I Dirigenti, gli Impiegati e le Maestranze della Fortuna S. A. di Sofia prendono vivissima parte al dolore che ha colpito il Presidente della Società sig. comm. Eraldo Bonecchi nella perdita dei suoi contemporanei dei genitori (935, 863, 1130, 930)
body-text: MILANO, 1. — Buoi da macello a p. v. prima qualità L. 2.80-3.00; seconda 2.40-2.60; vacche 1.90-2.30; vitelli da latte 4.50-5.00; suini grassi 4.80-5.10. Mercato con buoni affari. BOLOGNA. — Buoi da macello prima qualità 2.70-2.90; vacche 2.00-2.30; vitelli 4.20-4.80. (498, 393, 713, 483)
obituary-separator (723, 315, 925, 317)
deceased-name: Francesco Bonecchi (1159, 1277, 1322, 1298)
obituary-place-date: Figino-Serenza, 31 maggio 1931 (746, 295, 902, 307)
body-text: fulgido esempio di ogni saggezza. Con indicibile dolore ne danno l'annuncio: il marito Michele Orsenigo, i figli Alfredo con la moglie Claudina Colombo e figli, Vittorio con la moglie Antonietta Valsecchi e figli, Giuseppe con la moglie Teresa Boghi, Paolina col marito Guerriero Colombo e figli. (723, 203, 925, 293)
body-text: Il n. 22 della Domenica dell'Agricoltore di oggi in vendita al prezzo di cent. 20 la copia contiene: Due pagine a colori di A. Beltrame. Articoli, rubriche e notizie di attualità agricola, il Concorso a premi per gli abbonati, le istruzioni tecniche per i lavori del mese e la corrispondenza con i lettori. L'abbonamento annuo alla Domenica dell'Agricoltore costa L. 10. (498, 1387, 713, 1499)
deceased-name: Giuseppina Breanza Bonecchi (1161, 1816, 1320, 1858)
stock-table-header: TITOLI DI STATO (290, 273, 384, 284)
body-text: genitori amatissimi del Comm. Eraldo Bonecchi, Vice Presidente della Società. (1140, 1180, 1341, 1203)
obituary-place-date: Torino, 30 maggio 1931-IX. (760, 554, 888, 566)
article-subtitle: Due morti e due feriti gravi (533, 1244, 677, 1255)
deceased-name: Giuseppina Breanza Bonecchi (953, 1711, 1112, 1753)
body-text: Suoceri del proprio titolare, ricordandone le squisite doti di bontà. (1140, 852, 1341, 874)
obituary-separator (723, 825, 925, 826)
deceased-name: Francesco Bonecchi (1159, 1434, 1322, 1454)
body-text: MILANO, 1. — Borsa merci. Sezione cereali. Frumento: fino nostrano 133-134; buono mercantile 130-132; granoturco nostrano 77-78; avena 70-72; segale 76-77; riso originario 83-86; risone 65-67. Mercato calmo con prezzi sostenuti. BOLOGNA. — Frumento: qualità fina 126-128; buono mercantile 123-125; granone 73-75. Mercato fiacco. (498, 218, 713, 319)
deceased-name: Francesco Bonecchi (1410, 764, 1572, 785)
honorific: Cavaliere del Lavoro (1195, 1789, 1286, 1800)
stock-rows: Montecat. ... 165 Colla Gel. .. 198 Bombrini .... 34 Carlo Erba .. 312 Dinamite .... 152 Italgas ..... 178 Pirelli ..... 108 (390, 502, 460, 571)
obituary-separator (935, 855, 1130, 857)
